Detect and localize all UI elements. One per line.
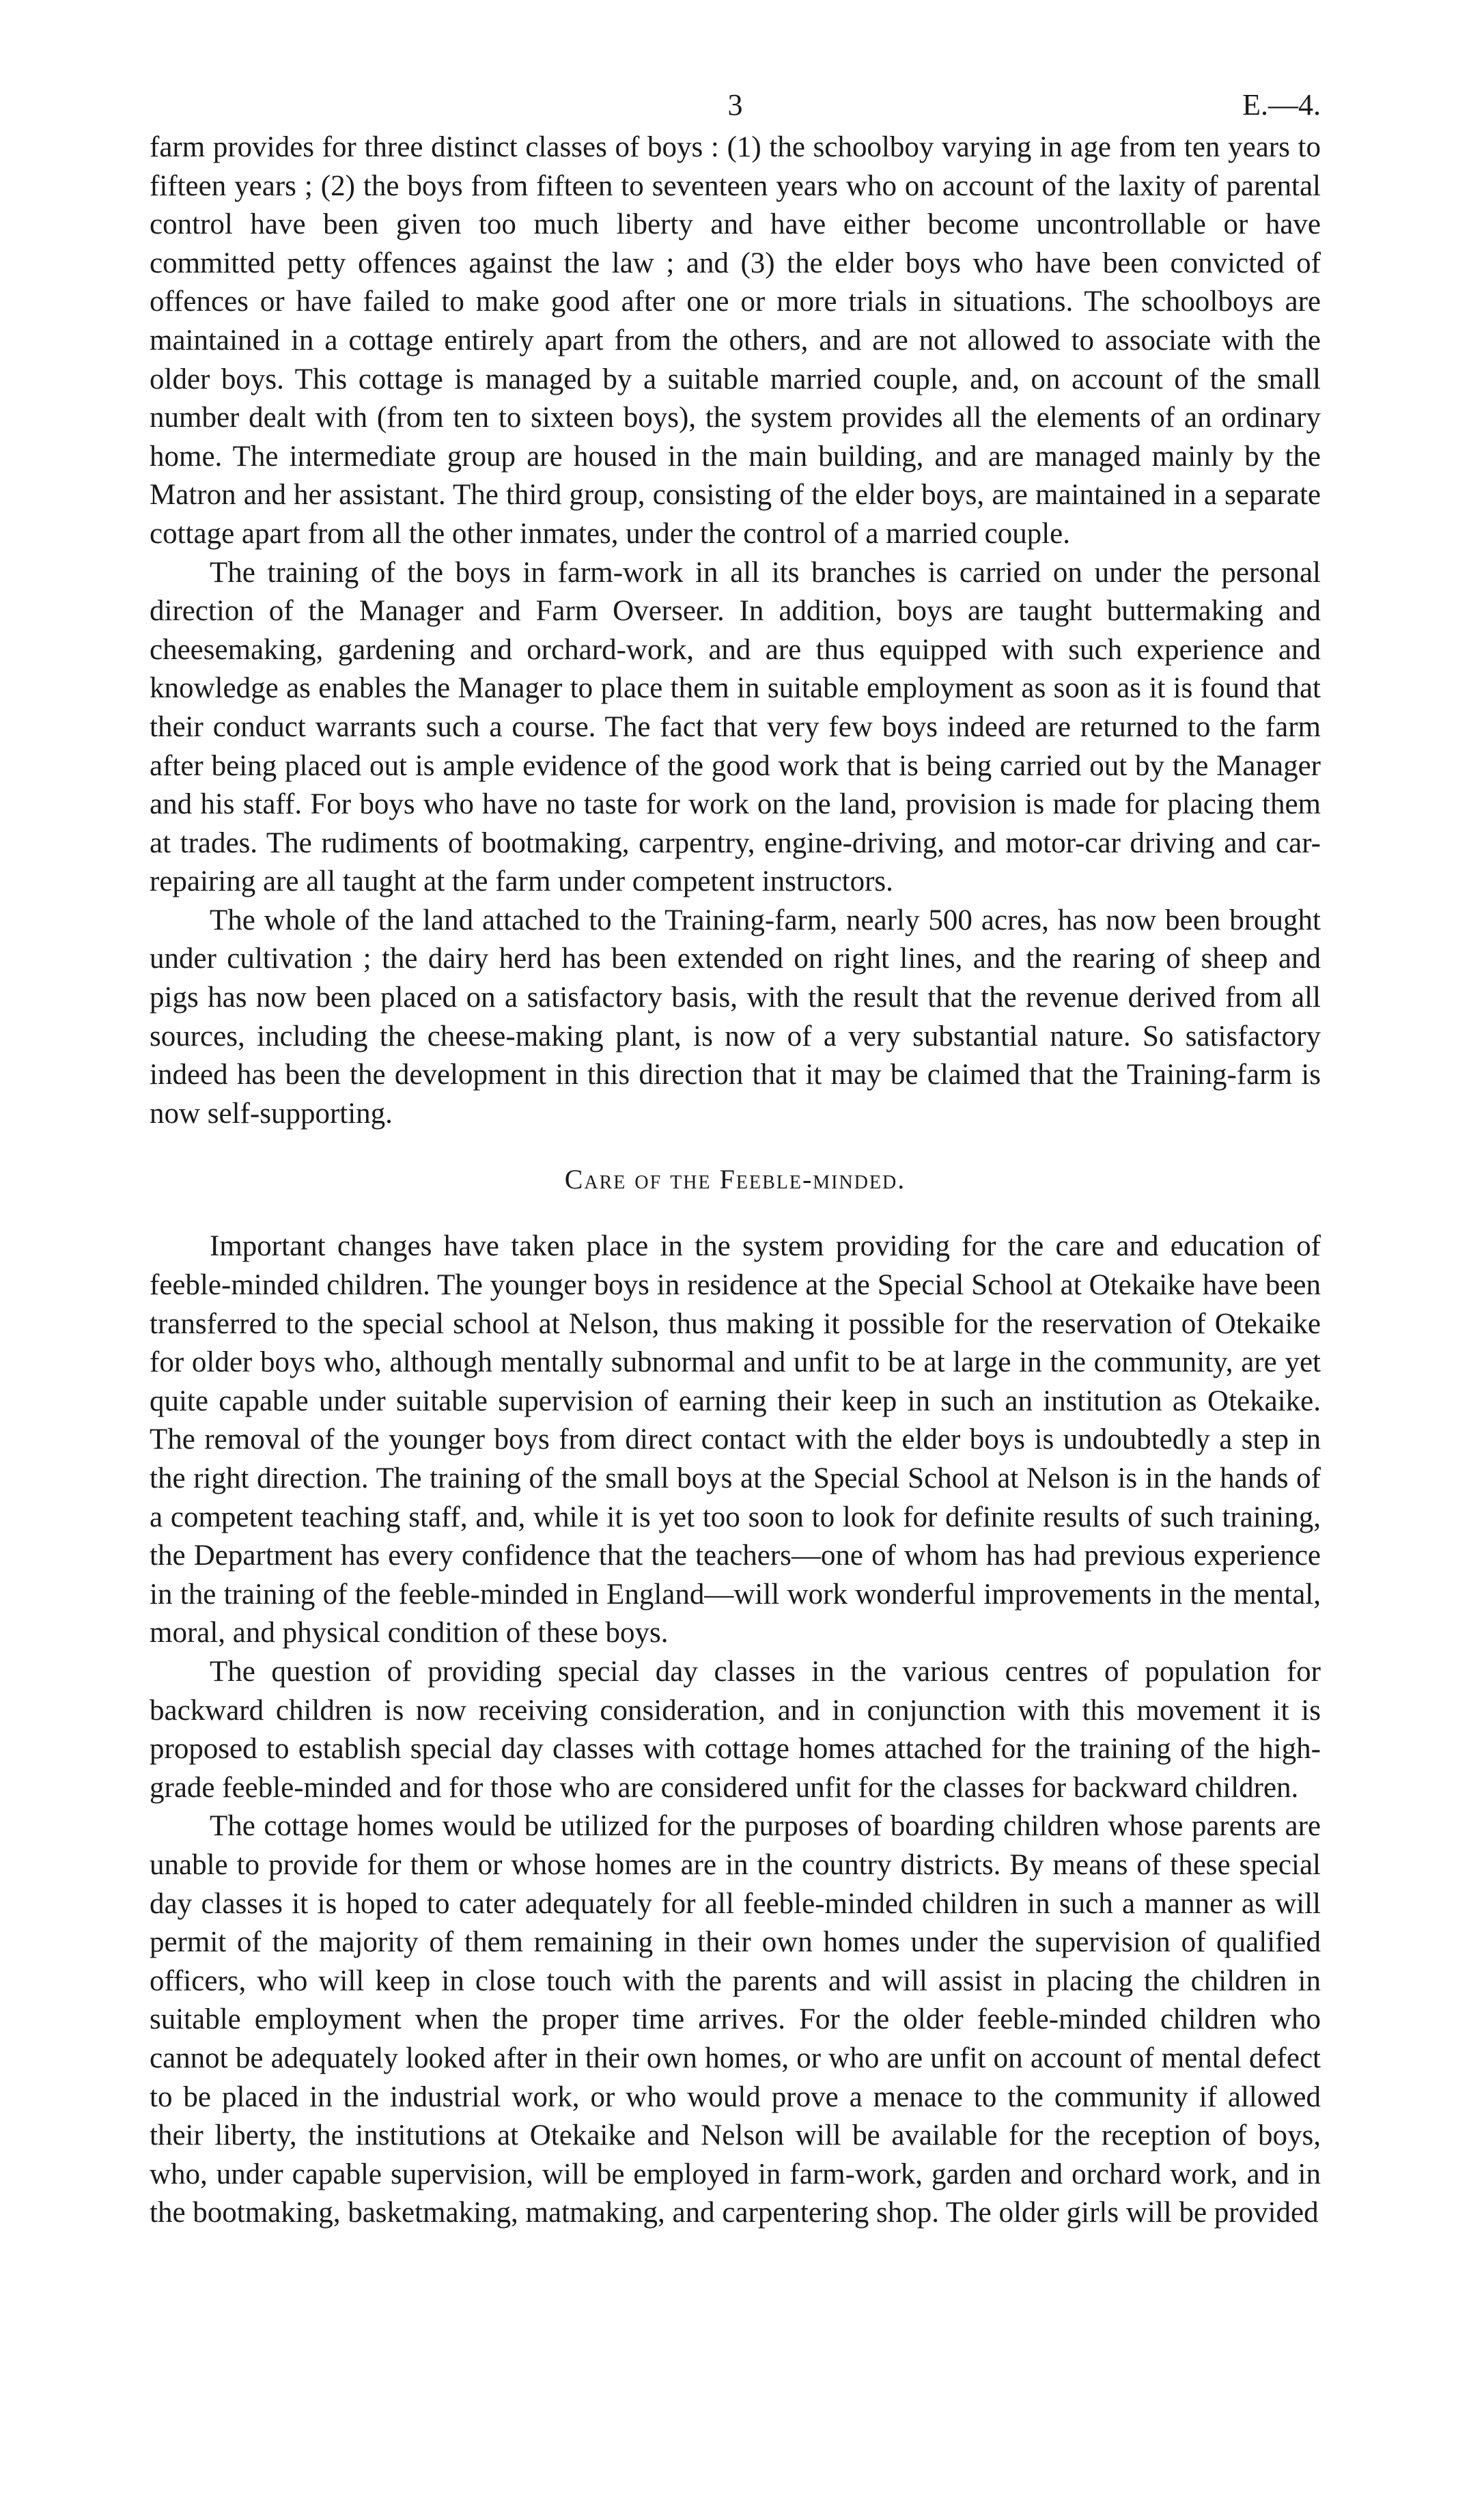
paragraph: farm provides for three distinct classes of boys : (1) the schoolboy varying in age from ten years to fifteen years ; (2) the boys from fifteen to seventeen years who on account of the laxity of parental control have been given too much liberty and have either become uncontrollable or have committed petty offences against the law ; and (3) the elder boys who have been convicted of offences or have failed to make good after one or more trials in situations. The schoolboys are maintained in a cottage entirely apart from the others, and are not allowed to associate with the older boys. This cottage is managed by a suitable married couple, and, on account of the small number dealt with (from ten to sixteen boys), the system provides all the elements of an ordinary home. The intermediate group are housed in the main building, and are managed mainly by the Matron and her assistant. The third group, consisting of the elder boys, are maintained in a separate cottage apart from all the other inmates, under the control of a married couple.: [150, 131, 1321, 550]
paragraph: The question of providing special day classes in the various centres of population for backward children is now receiving consideration, and in conjunction with this movement it is proposed to establish special day classes with cottage homes attached for the training of the high-grade feeble-minded and for those who are considered unfit for the classes for backward children.: [150, 1655, 1321, 1804]
paragraph: The training of the boys in farm-work in all its branches is carried on under the personal direction of the Manager and Farm Overseer. In addition, boys are taught buttermaking and cheesemaking, gardening and orchard-work, and are thus equipped with such experience and knowledge as enables the Manager to place them in suitable employment as soon as it is found that their conduct warrants such a course. The fact that very few boys indeed are returned to the farm after being placed out is ample evidence of the good work that is being carried out by the Manager and his staff. For boys who have no taste for work on the land, provision is made for placing them at trades. The rudiments of bootmaking, carpentry, engine-driving, and motor-car driving and car-repairing are all taught at the farm under competent instructors.: [150, 556, 1321, 898]
paragraph: The cottage homes would be utilized for the purposes of boarding children whose parents are unable to provide for them or whose homes are in the country districts. By means of these special day classes it is hoped to cater adequately for all feeble-minded children in such a manner as will permit of the majority of them remaining in their own homes under the supervision of qualified officers, who will keep in close touch with the parents and will assist in placing the children in suitable employment when the proper time arrives. For the older feeble-minded children who cannot be adequately looked after in their own homes, or who are unfit on account of mental defect to be placed in the industrial work, or who would prove a menace to the community if allowed their liberty, the institutions at Otekaike and Nelson will be available for the reception of boys, who, under capable supervision, will be employed in farm-work, garden and orchard work, and in the bootmaking, basketmaking, matmaking, and carpentering shop. The older girls will be provided: [150, 1810, 1321, 2229]
paragraph: Important changes have taken place in the system providing for the care and education of feeble-minded children. The younger boys in residence at the Special School at Otekaike have been transferred to the special school at Nelson, thus making it possible for the reservation of Otekaike for older boys who, although mentally subnormal and unfit to be at large in the community, are yet quite capable under suitable supervision of earning their keep in such an institution as Otekaike. The removal of the younger boys from direct contact with the elder boys is undoubtedly a step in the right direction. The training of the small boys at the Special School at Nelson is in the hands of a competent teaching staff, and, while it is yet too soon to look for definite results of such training, the Department has every confidence that the teachers—one of whom has had previous experience in the training of the feeble-minded in England—will work wonderful improvements in the mental, moral, and physical condition of these boys.: [150, 1230, 1321, 1649]
page-number: 3: [727, 88, 743, 122]
section-heading: Care of the Feeble-minded.: [564, 1164, 906, 1195]
document-page: [150, 87, 1321, 2233]
paragraph: The whole of the land attached to the Training-farm, nearly 500 acres, has now been brought under cultivation ; the dairy herd has been extended on right lines, and the rearing of sheep and pigs has now been placed on a satisfactory basis, with the result that the revenue derived from all sources, including the cheese-making plant, is now of a very substantial nature. So satisfactory indeed has been the development in this direction that it may be claimed that the Training-farm is now self-supporting.: [150, 904, 1321, 1130]
document-reference: E.—4.: [1242, 88, 1321, 122]
body-text: [150, 128, 1321, 2233]
page-header: [150, 87, 1321, 128]
